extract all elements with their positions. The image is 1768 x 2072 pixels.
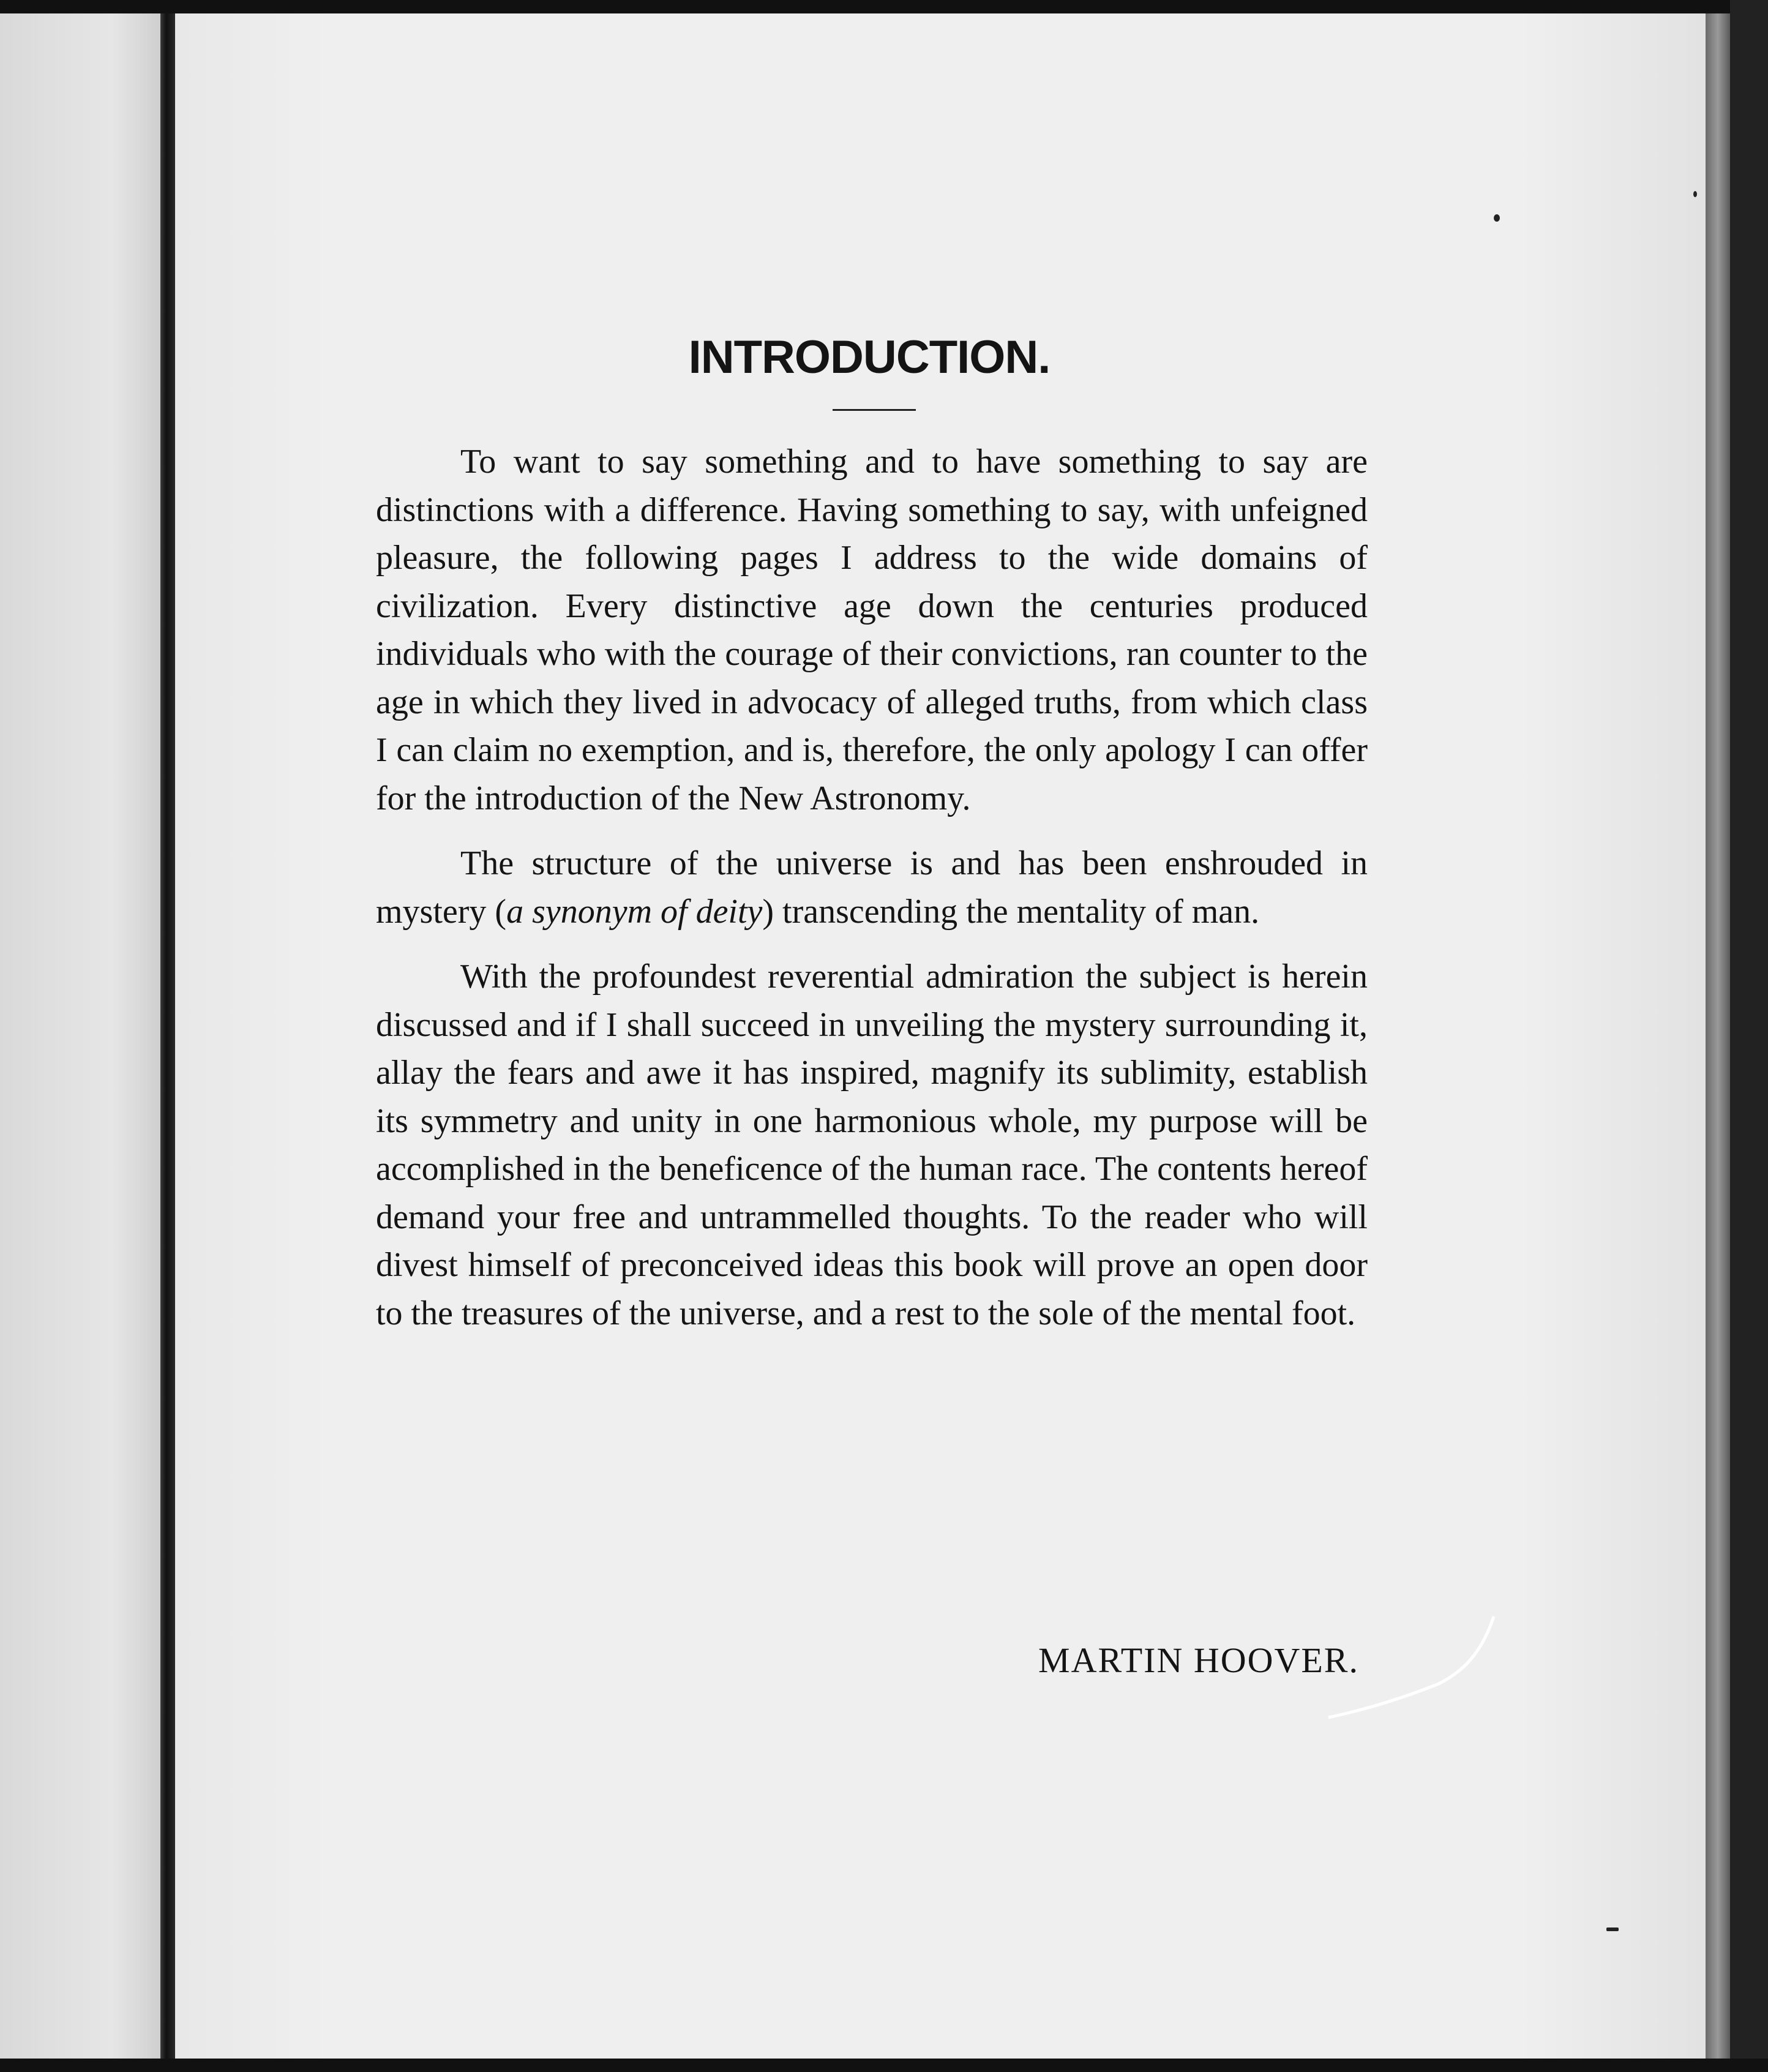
page-right-edge bbox=[1706, 13, 1730, 2059]
introduction-body bbox=[376, 438, 1368, 1354]
paragraph-1 bbox=[376, 438, 1368, 822]
page-heading: INTRODUCTION. bbox=[688, 331, 1051, 383]
speck-mark bbox=[1693, 191, 1697, 197]
scan-border-bottom bbox=[0, 2059, 1768, 2072]
pen-stroke-mark bbox=[1316, 1592, 1512, 1727]
paragraph-1-text: To want to say something and to have something to say are distinctions with a difference. Having something to say, with unfeigned pleasure, the following pages I address to the wide domains of civilization. Every distinctive age down the centuries produced individuals who with the courage of their convictions, ran counter to the age in which they lived in advocacy of alleged truths, from which class I can claim no exemption, and is, therefore, the only apology I can offer for the introduction of the New Astronomy. bbox=[376, 443, 1368, 817]
author-signature: MARTIN HOOVER. bbox=[1038, 1640, 1359, 1680]
facing-page-edge bbox=[0, 13, 160, 2059]
dash-mark bbox=[1606, 1927, 1619, 1931]
paragraph-2-text-start: The structure of the universe is and has been enshrouded in mystery ( bbox=[376, 844, 1368, 931]
paragraph-3 bbox=[376, 953, 1368, 1337]
paragraph-2-text-end: ) transcending the mentality of man. bbox=[762, 892, 1260, 931]
heading-rule bbox=[833, 409, 916, 411]
speck-mark bbox=[1494, 214, 1500, 222]
paragraph-3-text: With the profoundest reverential admiration the subject is herein discussed and if I shall succeed in unveiling the mystery surrounding it, allay the fears and awe it has inspired, magnify its sublimity, establish its symmetry and unity in one harmonious whole, my purpose will be accomplished in the beneficence of the human race. The contents hereof demand your free and untrammelled thoughts. To the reader who will divest himself of preconceived ideas this book will prove an open door to the treasures of the universe, and a rest to the sole of the mental foot. bbox=[376, 958, 1368, 1332]
scan-border-top bbox=[0, 0, 1768, 13]
book-gutter bbox=[160, 13, 175, 2059]
scan-border-right bbox=[1730, 0, 1768, 2072]
paragraph-2 bbox=[376, 839, 1368, 936]
paragraph-2-italic: a synonym of deity bbox=[506, 892, 763, 931]
